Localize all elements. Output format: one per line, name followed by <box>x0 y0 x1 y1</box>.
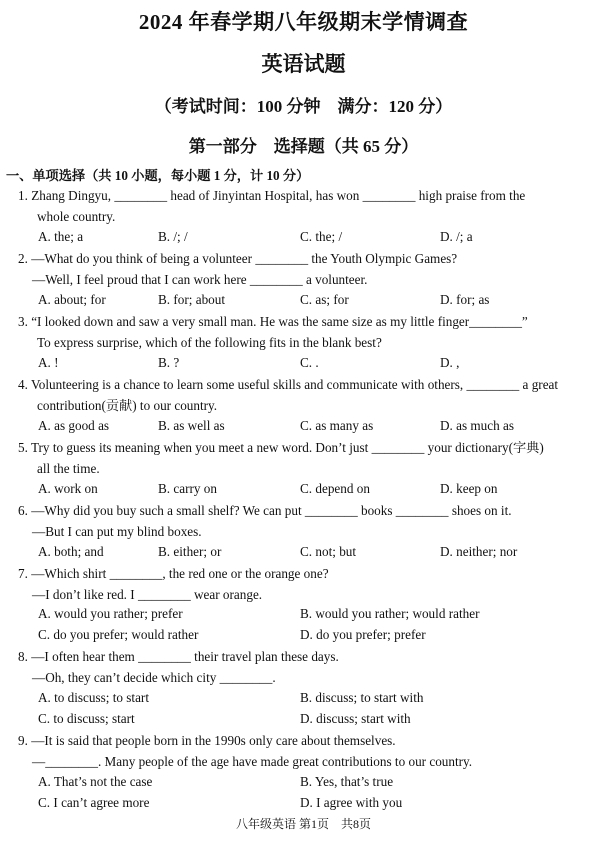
question-stem: 8. —I often hear them ________ their travel plan these days. <box>18 649 339 664</box>
option-c: C. to discuss; start <box>38 711 135 726</box>
options-row <box>38 690 598 710</box>
options-row <box>38 292 598 312</box>
option-b: B. for; about <box>158 292 226 307</box>
question-stem: 1. Zhang Dingyu, ________ head of Jinyintan Hospital, has won ________ high praise from the <box>18 188 526 203</box>
option-a: A. That’s not the case <box>38 774 153 789</box>
options-row <box>38 418 598 438</box>
question-stem-cont: —________. Many people of the age have made great contributions to our country. <box>32 753 473 769</box>
part-heading: 第一部分 选择题（共 65 分） <box>188 137 419 156</box>
option-c: C. the; / <box>300 229 343 244</box>
options-row <box>38 627 598 647</box>
exam-title: 2024 年春学期八年级期末学情调查 <box>138 10 469 34</box>
option-a: A. would you rather; prefer <box>38 606 183 621</box>
option-a: A. the; a <box>38 229 84 244</box>
question-stem-cont: —Oh, they can’t decide which city ________. <box>32 669 276 685</box>
option-d: D. , <box>440 355 460 370</box>
question-7 <box>18 564 596 605</box>
option-b: B. /; / <box>158 229 188 244</box>
question-stem-cont: —But I can put my blind boxes. <box>32 523 202 539</box>
question-stem: 4. Volunteering is a chance to learn some useful skills and communicate with others, ________ a great <box>18 377 559 392</box>
exam-info: （考试时间：100 分钟 满分：120 分） <box>154 97 453 116</box>
option-c: C. not; but <box>300 544 357 559</box>
question-1 <box>18 186 596 227</box>
question-9 <box>18 731 596 772</box>
option-d: D. do you prefer; prefer <box>300 627 426 642</box>
options-row <box>38 544 598 564</box>
option-c: C. do you prefer; would rather <box>38 627 199 642</box>
option-d: D. as much as <box>440 418 514 433</box>
option-a: A. work on <box>38 481 98 496</box>
option-a: A. to discuss; to start <box>38 690 149 705</box>
question-stem-cont: all the time. <box>37 460 100 476</box>
question-stem: 5. Try to guess its meaning when you meet a new word. Don’t just ________ your dictionary(字典) <box>18 440 544 455</box>
question-stem: 6. —Why did you buy such a small shelf? We can put ________ books ________ shoes on it. <box>18 503 512 518</box>
option-c: C. . <box>300 355 319 370</box>
option-b: B. as well as <box>158 418 225 433</box>
option-a: A. ! <box>38 355 59 370</box>
question-stem: 9. —It is said that people born in the 1990s only care about themselves. <box>18 733 396 748</box>
option-c: C. as; for <box>300 292 349 307</box>
option-c: C. depend on <box>300 481 370 496</box>
question-stem: 2. —What do you think of being a volunteer ________ the Youth Olympic Games? <box>18 251 458 266</box>
options-row <box>38 229 598 249</box>
option-b: B. carry on <box>158 481 217 496</box>
options-row <box>38 711 598 731</box>
option-a: A. about; for <box>38 292 106 307</box>
option-b: B. would you rather; would rather <box>300 606 480 621</box>
option-d: D. discuss; start with <box>300 711 411 726</box>
question-stem-cont: contribution(贡献) to our country. <box>37 397 218 413</box>
question-stem-cont: —Well, I feel proud that I can work here ________ a volunteer. <box>32 271 368 287</box>
options-row <box>38 481 598 501</box>
options-row <box>38 774 598 794</box>
option-d: D. neither; nor <box>440 544 518 559</box>
option-d: D. /; a <box>440 229 473 244</box>
question-5 <box>18 438 596 479</box>
options-row <box>38 355 598 375</box>
question-stem-cont: —I don’t like red. I ________ wear orange. <box>32 586 263 602</box>
question-6 <box>18 501 596 542</box>
question-8 <box>18 647 596 688</box>
options-row <box>38 606 598 626</box>
options-row <box>38 795 598 815</box>
option-b: B. ? <box>158 355 180 370</box>
option-d: D. keep on <box>440 481 498 496</box>
question-4 <box>18 375 596 416</box>
option-a: A. as good as <box>38 418 110 433</box>
question-stem-cont: To express surprise, which of the following fits in the blank best? <box>37 334 382 350</box>
option-d: D. I agree with you <box>300 795 403 810</box>
subject-title: 英语试题 <box>261 52 346 76</box>
question-stem-cont: whole country. <box>37 208 116 224</box>
question-stem: 7. —Which shirt ________, the red one or the orange one? <box>18 566 329 581</box>
option-b: B. discuss; to start with <box>300 690 424 705</box>
question-2 <box>18 249 596 290</box>
question-3 <box>18 312 596 353</box>
option-b: B. Yes, that’s true <box>300 774 394 789</box>
option-a: A. both; and <box>38 544 104 559</box>
option-c: C. I can’t agree more <box>38 795 150 810</box>
question-stem: 3. “I looked down and saw a very small man. He was the same size as my little finger________” <box>18 314 528 329</box>
option-c: C. as many as <box>300 418 374 433</box>
option-b: B. either; or <box>158 544 222 559</box>
option-d: D. for; as <box>440 292 490 307</box>
page-footer: 八年级英语 第1页 共8页 <box>235 817 371 831</box>
section-heading: 一、单项选择（共 10 小题，每小题 1 分，计 10 分） <box>6 168 310 183</box>
